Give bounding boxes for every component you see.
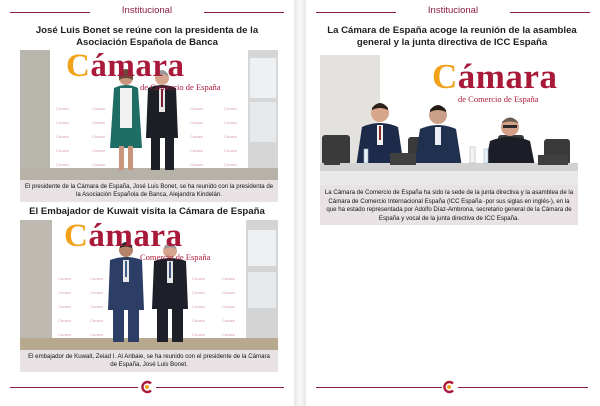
header-rule-right (510, 12, 590, 13)
svg-text:Cámara: Cámara (224, 135, 237, 139)
story1-banner-sub: de Comercio de España (140, 82, 221, 92)
svg-text:Cámara: Cámara (190, 149, 203, 153)
story2-headline: El Embajador de Kuwait visita la Cámara de España (29, 206, 265, 217)
svg-text:Cámara: Cámara (192, 277, 205, 281)
section-label: Institucional (427, 5, 479, 16)
svg-text:Cámara: Cámara (222, 277, 235, 281)
svg-text:Cámara: Cámara (192, 319, 205, 323)
story2-banner-sub: Comercio de España (140, 252, 211, 262)
footer-rule-left (316, 387, 442, 388)
logo-c-glyph: C (432, 57, 458, 96)
section-header (10, 5, 284, 19)
svg-text:Cámara: Cámara (190, 163, 203, 167)
logo-word: ámara (90, 50, 185, 84)
svg-text:Cámara: Cámara (224, 107, 237, 111)
svg-text:Cámara: Cámara (92, 149, 105, 153)
story-headline: La Cámara de España acoge la reunión de la asamblea general y la junta directiva de ICC España (327, 25, 577, 48)
svg-text:Cámara: Cámara (90, 333, 103, 337)
svg-text:Cámara: Cámara (190, 107, 203, 111)
svg-text:Cámara: Cámara (56, 121, 69, 125)
svg-text:Cámara: Cámara (192, 333, 205, 337)
svg-text:Cámara: Cámara (58, 277, 71, 281)
svg-text:Cámara: Cámara (92, 135, 105, 139)
story1-caption: El presidente de la Cámara de España, José Luis Bonet, se ha reunido con la presidenta de la Asociación Española de Banca, Alejandra Kindelán. (20, 180, 278, 202)
svg-text:Cámara: Cámara (90, 277, 103, 281)
svg-text:Cámara: Cámara (222, 291, 235, 295)
logo-word: ámara (88, 220, 183, 254)
footer-rule-left (10, 387, 138, 388)
story-banner-logo (432, 57, 557, 97)
story-banner-sub: de Comercio de España (458, 94, 539, 104)
spread-gutter (294, 0, 306, 406)
story2-caption: El embajador de Kuwait, Zeiad I. Al Anbaie, se ha reunido con el presidente de la Cámara de España, José Luis Bonet. (20, 350, 278, 372)
story2-banner-logo (64, 220, 182, 255)
footer-rule-right (156, 387, 284, 388)
svg-text:Cámara: Cámara (192, 291, 205, 295)
svg-text:Cámara: Cámara (56, 135, 69, 139)
story2-photo (20, 220, 278, 350)
svg-text:Cámara: Cámara (56, 149, 69, 153)
svg-text:Cámara: Cámara (92, 121, 105, 125)
svg-text:Cámara: Cámara (190, 121, 203, 125)
svg-text:Cámara: Cámara (190, 135, 203, 139)
svg-text:Cámara: Cámara (92, 163, 105, 167)
svg-text:Cámara: Cámara (90, 291, 103, 295)
svg-text:Cámara: Cámara (224, 149, 237, 153)
camara-logo-icon (442, 380, 456, 394)
svg-text:Cámara: Cámara (56, 107, 69, 111)
svg-text:Cámara: Cámara (224, 163, 237, 167)
svg-text:Cámara: Cámara (222, 319, 235, 323)
camara-logo-icon (140, 380, 154, 394)
story1-photo (20, 50, 278, 180)
section-header (316, 5, 590, 19)
story-photo (320, 55, 578, 185)
logo-word: ámara (457, 57, 558, 96)
story-caption: La Cámara de Comercio de España ha sido la sede de la junta directiva y la asamblea de la Cámara de Comercio Internacional España (ICC España -por sus siglas en inglés-), en la que ha estado representada por Adolfo Díaz-Ambrona, secretario general de la Cámara de España y vocal de la junta directiva de ICC España. (320, 185, 578, 225)
svg-text:Cámara: Cámara (56, 163, 69, 167)
section-label: Institucional (121, 5, 173, 16)
svg-text:Cámara: Cámara (224, 121, 237, 125)
svg-text:Cámara: Cámara (58, 333, 71, 337)
svg-text:Cámara: Cámara (90, 305, 103, 309)
right-page (306, 0, 600, 406)
left-page (0, 0, 294, 406)
svg-text:Cámara: Cámara (222, 333, 235, 337)
story1-banner-logo (66, 50, 184, 85)
footer-rule-right (458, 387, 588, 388)
svg-text:Cámara: Cámara (90, 319, 103, 323)
header-rule-right (204, 12, 284, 13)
svg-text:Cámara: Cámara (58, 319, 71, 323)
logo-c-glyph: C (66, 50, 91, 84)
svg-text:Cámara: Cámara (192, 305, 205, 309)
svg-text:Cámara: Cámara (58, 305, 71, 309)
svg-text:Cámara: Cámara (92, 107, 105, 111)
logo-c-glyph: C (64, 220, 89, 254)
story1-headline: José Luis Bonet se reúne con la presidenta de la Asociación Española de Banca (35, 25, 259, 48)
svg-text:Cámara: Cámara (58, 291, 71, 295)
svg-text:Cámara: Cámara (222, 305, 235, 309)
